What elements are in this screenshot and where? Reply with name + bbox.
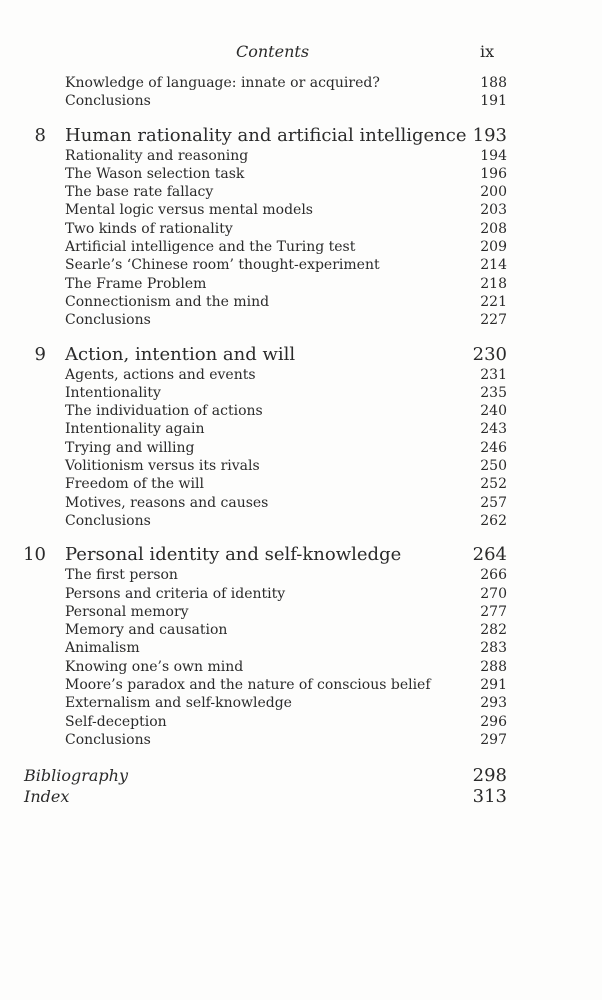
- toc-entry: [0, 220, 602, 238]
- chapter-title: Action, intention and will: [65, 343, 296, 365]
- entry-title: The Wason selection task: [65, 165, 245, 182]
- entry-title: Knowing one’s own mind: [65, 658, 244, 675]
- entry-page: 246: [480, 439, 507, 456]
- toc-entry: [0, 147, 602, 165]
- entry-page: 214: [480, 257, 507, 274]
- toc-entry: [0, 676, 602, 694]
- entry-title: Externalism and self-knowledge: [65, 695, 292, 712]
- entry-page: 257: [480, 494, 507, 511]
- entry-page: 288: [480, 658, 507, 675]
- toc-entry: [0, 74, 602, 92]
- entry-page: 270: [480, 585, 507, 602]
- entry-page: 188: [480, 75, 507, 91]
- chapter-number: 8: [34, 124, 46, 146]
- entry-page: 209: [480, 239, 507, 256]
- entry-page: 240: [480, 403, 507, 420]
- entry-page: 277: [480, 603, 507, 620]
- entry-title: The base rate fallacy: [65, 184, 214, 201]
- entry-page: 196: [480, 165, 507, 182]
- toc-entry: [0, 585, 602, 603]
- entry-page: 194: [480, 147, 507, 164]
- entry-title: Two kinds of rationality: [65, 220, 233, 237]
- entry-page: 282: [480, 622, 507, 639]
- chapter-number: 10: [23, 544, 46, 566]
- toc-entry: [0, 512, 602, 530]
- back-matter-title: Bibliography: [24, 766, 128, 786]
- toc-entry: [0, 439, 602, 457]
- entry-title: Intentionality: [65, 384, 161, 401]
- entry-page: 266: [480, 567, 507, 584]
- entry-page: 293: [480, 695, 507, 712]
- entry-title: Personal memory: [65, 603, 189, 620]
- back-matter-title: Index: [24, 787, 70, 807]
- entry-title: Persons and criteria of identity: [65, 585, 286, 602]
- entry-page: 252: [480, 476, 507, 493]
- back-matter-entry: [0, 765, 602, 786]
- toc-entry: [0, 658, 602, 676]
- toc-entry: [0, 201, 602, 219]
- toc-entry: [0, 603, 602, 621]
- toc-entry: [0, 311, 602, 329]
- toc-entry: [0, 275, 602, 293]
- entry-page: 250: [480, 458, 507, 475]
- toc-entry: [0, 293, 602, 311]
- entry-title: Intentionality again: [65, 421, 205, 438]
- entry-page: 218: [480, 275, 507, 292]
- chapter-heading: [0, 124, 602, 147]
- toc-entry: [0, 566, 602, 584]
- toc-entry: [0, 621, 602, 639]
- toc-entry: [0, 165, 602, 183]
- entry-page: 231: [480, 366, 507, 383]
- chapter-number: 9: [34, 343, 46, 365]
- entry-title: Animalism: [65, 640, 140, 657]
- toc-entry: [0, 402, 602, 420]
- entry-title: The Frame Problem: [65, 275, 207, 292]
- entry-title: Moore’s paradox and the nature of conscious belief: [65, 677, 431, 694]
- chapter-heading: [0, 343, 602, 366]
- toc-entry: [0, 256, 602, 274]
- entry-title: Connectionism and the mind: [65, 293, 270, 310]
- entry-title: Conclusions: [65, 312, 151, 329]
- entry-page: 235: [480, 384, 507, 401]
- toc-entry: [0, 420, 602, 438]
- entry-page: 221: [480, 293, 507, 310]
- toc-entry: [0, 183, 602, 201]
- toc-entry: [0, 92, 602, 110]
- toc-entry: [0, 457, 602, 475]
- entry-title: The first person: [65, 567, 178, 584]
- entry-page: 243: [480, 421, 507, 438]
- entry-title: Conclusions: [65, 731, 151, 748]
- toc-entry: [0, 713, 602, 731]
- entry-title: Freedom of the will: [65, 476, 204, 493]
- entry-title: Memory and causation: [65, 622, 228, 639]
- entry-page: 191: [480, 93, 507, 110]
- entry-title: Mental logic versus mental models: [65, 202, 313, 219]
- page-folio: ix: [480, 42, 495, 61]
- back-matter-entry: [0, 786, 602, 807]
- entry-title: Artificial intelligence and the Turing test: [65, 239, 356, 256]
- chapter-page: 193: [472, 124, 507, 146]
- toc-entry: [0, 731, 602, 749]
- toc-entry: [0, 384, 602, 402]
- chapter-heading: [0, 543, 602, 566]
- toc-entry: [0, 494, 602, 512]
- back-matter-page: 313: [472, 786, 507, 808]
- running-header: [0, 42, 602, 66]
- entry-page: 291: [480, 677, 507, 694]
- entry-page: 203: [480, 202, 507, 219]
- entry-page: 208: [480, 220, 507, 237]
- toc-entry: [0, 238, 602, 256]
- table-of-contents: [0, 74, 602, 807]
- entry-title: Conclusions: [65, 512, 151, 529]
- entry-title: Agents, actions and events: [65, 366, 256, 383]
- toc-entry: [0, 366, 602, 384]
- running-title: Contents: [236, 42, 310, 61]
- entry-page: 296: [480, 713, 507, 730]
- entry-page: 297: [480, 731, 507, 748]
- entry-page: 283: [480, 640, 507, 657]
- entry-title: The individuation of actions: [65, 403, 263, 420]
- chapter-title: Personal identity and self-knowledge: [65, 544, 402, 566]
- chapter-page: 230: [472, 343, 507, 365]
- entry-title: Knowledge of language: innate or acquired?: [65, 75, 380, 91]
- entry-page: 200: [480, 184, 507, 201]
- entry-title: Volitionism versus its rivals: [65, 458, 260, 475]
- entry-title: Self-deception: [65, 713, 167, 730]
- toc-entry: [0, 694, 602, 712]
- entry-title: Motives, reasons and causes: [65, 494, 269, 511]
- entry-title: Conclusions: [65, 93, 151, 110]
- entry-page: 227: [480, 312, 507, 329]
- chapter-page: 264: [472, 544, 507, 566]
- entry-title: Trying and willing: [65, 439, 195, 456]
- entry-title: Rationality and reasoning: [65, 147, 249, 164]
- toc-entry: [0, 475, 602, 493]
- toc-entry: [0, 639, 602, 657]
- entry-page: 262: [480, 512, 507, 529]
- chapter-title: Human rationality and artificial intelligence: [65, 124, 467, 146]
- back-matter-page: 298: [472, 765, 507, 787]
- entry-title: Searle’s ‘Chinese room’ thought-experiment: [65, 257, 380, 274]
